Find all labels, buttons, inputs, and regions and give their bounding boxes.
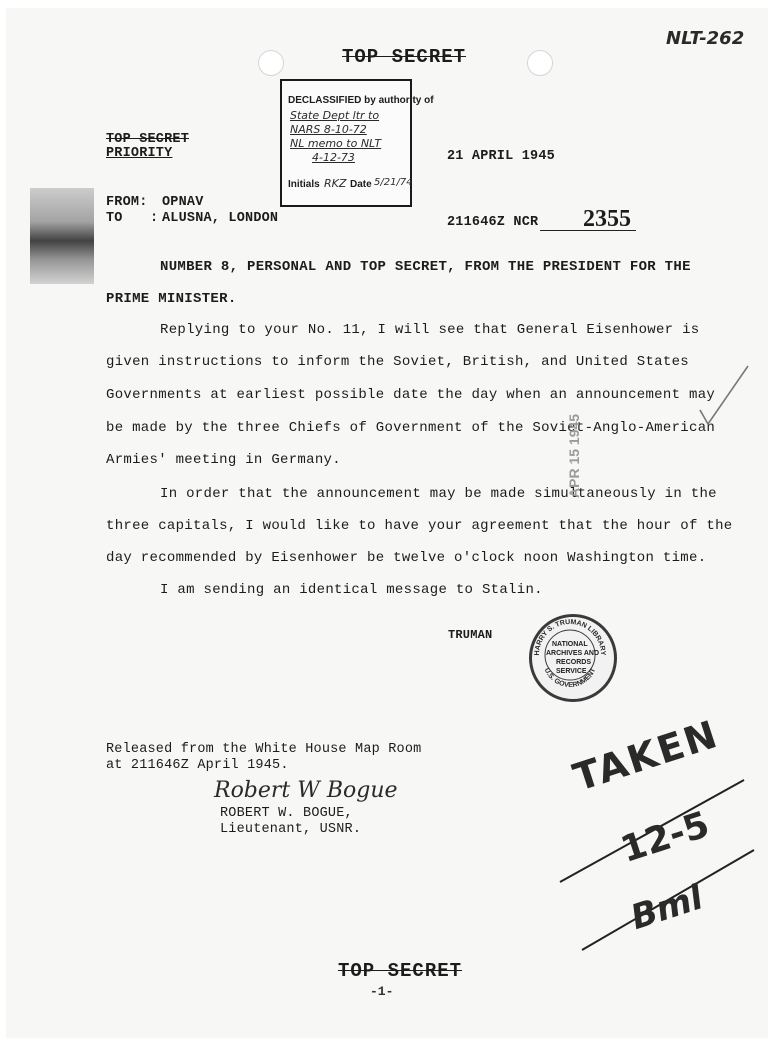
message-line-11: I am sending an identical message to Stalin. (160, 582, 543, 598)
library-stamp-center-2: ARCHIVES AND (546, 650, 600, 657)
message-line-10: day recommended by Eisenhower be twelve o'clock noon Washington time. (106, 550, 707, 566)
taken-annotation (556, 711, 756, 958)
footer-classification: TOP SECRET (338, 960, 463, 982)
ncr-number: 2355 (583, 206, 631, 232)
declassified-title: DECLASSIFIED by authority of (288, 95, 434, 106)
from-value: OPNAV (162, 195, 204, 210)
message-line-7: Armies' meeting in Germany. (106, 452, 341, 468)
document-page (6, 8, 768, 1038)
punch-hole-left (258, 50, 284, 76)
punch-hole-right (527, 50, 553, 76)
release-rank: Lieutenant, USNR. (220, 822, 362, 837)
taken-line-1: TAKEN (568, 711, 724, 800)
message-line-4: given instructions to inform the Soviet, British, and United States (106, 354, 689, 370)
taken-line-2: 12-5 (616, 804, 715, 871)
declassified-date-label: Date (350, 179, 372, 190)
declassified-line-4: 4-12-73 (312, 151, 355, 164)
library-stamp-ring-top: HARRY S. TRUMAN LIBRARY (533, 618, 607, 656)
taken-line-3: Bml (626, 877, 708, 939)
message-line-1: NUMBER 8, PERSONAL AND TOP SECRET, FROM THE PRESIDENT FOR THE (160, 259, 691, 275)
declassified-line-3: NL memo to NLT (290, 137, 382, 150)
message-line-8: In order that the announcement may be made simultaneously in the (160, 486, 717, 502)
message-signature: TRUMAN (448, 628, 493, 642)
message-line-5: Governments at earliest possible date the day when an announcement may (106, 387, 716, 403)
declassified-stamp (280, 79, 434, 207)
release-line-2: at 211646Z April 1945. (106, 758, 289, 773)
message-line-9: three capitals, I would like to have your agreement that the hour of the (106, 518, 733, 534)
classification-small: TOP SECRET (106, 132, 190, 147)
library-stamp-ring-bottom: U.S. GOVERNMENT (542, 667, 598, 690)
to-value: ALUSNA, LONDON (162, 211, 279, 226)
release-name: ROBERT W. BOGUE, (220, 806, 353, 821)
library-stamp-center-4: SERVICE (556, 668, 587, 675)
release-signature-script: Robert W Bogue (214, 778, 398, 803)
precedence: PRIORITY (106, 146, 173, 161)
declassified-line-1: State Dept ltr to (290, 109, 380, 122)
declassified-initials-value: RKZ (324, 177, 347, 190)
library-stamp-center-1: NATIONAL (552, 641, 588, 648)
message-date: 21 APRIL 1945 (447, 149, 555, 164)
truman-library-stamp (529, 614, 617, 702)
footer-page-number: -1- (370, 984, 394, 999)
margin-tape-mark (30, 188, 94, 284)
from-label: FROM: (106, 195, 148, 210)
message-line-3: Replying to your No. 11, I will see that General Eisenhower is (160, 322, 700, 338)
check-mark-icon (696, 362, 752, 432)
to-separator: : (150, 211, 159, 226)
margin-date-stamp: APR 15 1945 (566, 413, 582, 498)
archive-number: NLT-262 (666, 28, 745, 49)
dtg: 211646Z NCR (447, 215, 539, 230)
library-stamp-center-3: RECORDS (556, 659, 592, 666)
declassified-line-2: NARS 8-10-72 (290, 123, 367, 136)
release-line-1: Released from the White House Map Room (106, 742, 422, 757)
message-line-6: be made by the three Chiefs of Government of the Soviet-Anglo-American (106, 420, 716, 436)
to-label: TO (106, 211, 123, 226)
top-classification: TOP SECRET (342, 46, 467, 68)
declassified-initials-label: Initials (288, 179, 320, 190)
ncr-underline (540, 230, 636, 231)
message-line-2: PRIME MINISTER. (106, 291, 237, 307)
declassified-date-value: 5/21/74 (374, 177, 413, 188)
